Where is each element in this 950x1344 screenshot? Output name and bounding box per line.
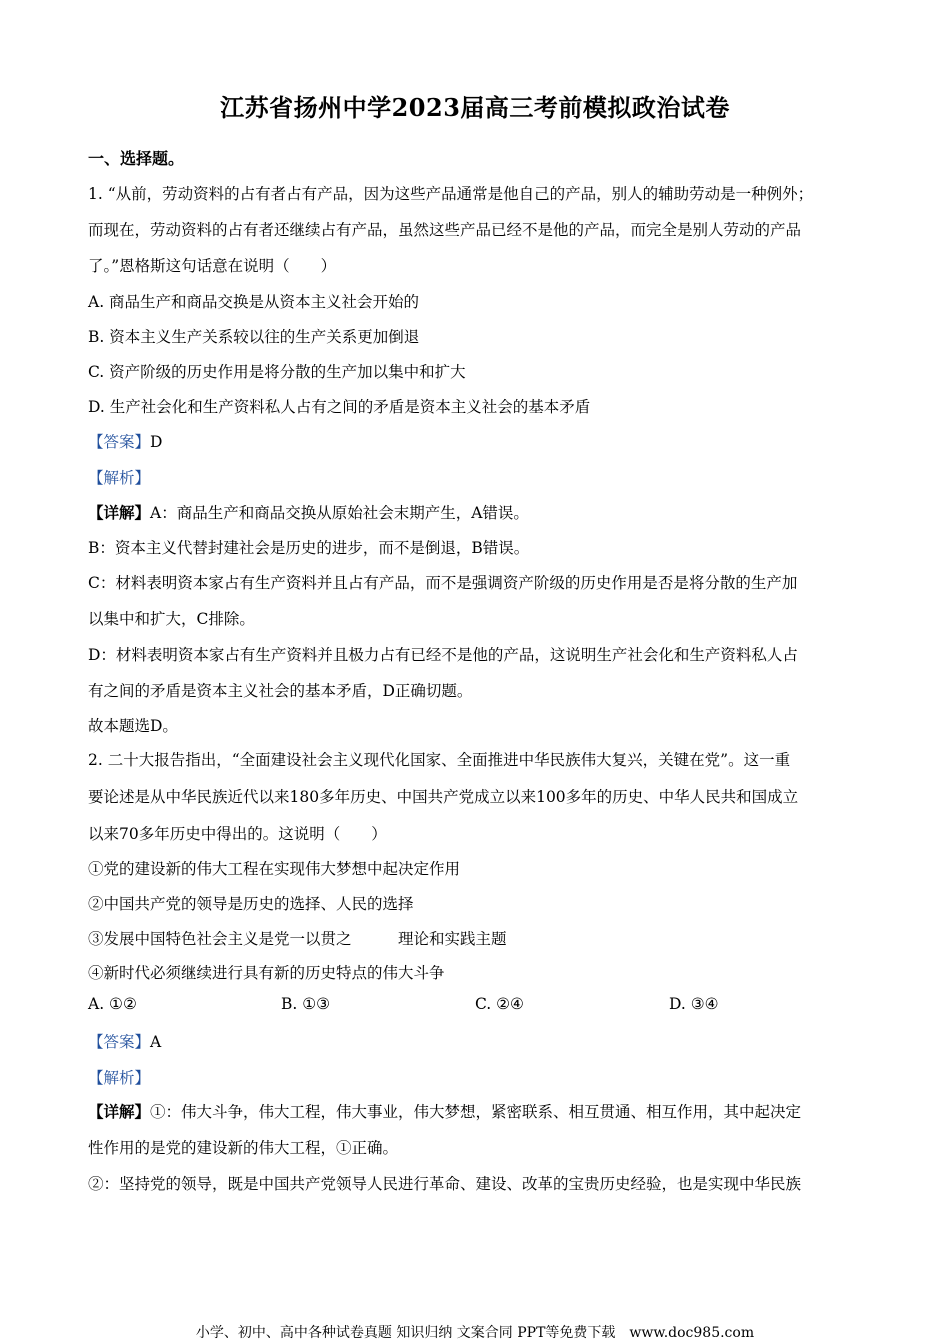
section-heading: 一、选择题。 (88, 149, 185, 168)
q1-detail-line: B：资本主义代替封建社会是历史的进步，而不是倒退，B错误。 (88, 539, 530, 557)
q1-option-c: C. 资产阶级的历史作用是将分散的生产加以集中和扩大 (88, 363, 466, 381)
q2-statement-1: ①党的建设新的伟大工程在实现伟大梦想中起决定作用 (88, 860, 461, 878)
q1-detail-line: D：材料表明资本家占有生产资料并且极力占有已经不是他的产品，这说明生产社会化和生产资料私人占 (88, 646, 798, 664)
q2-statement-3: ③发展中国特色社会主义是党一以贯之 理论和实践主题 (88, 930, 507, 948)
q2-analysis-tag: 【解析】 (88, 1069, 151, 1087)
q2-stem-line: 以来70多年历史中得出的。这说明（ ） (88, 825, 387, 843)
q2-choice-b: B. ①③ (281, 995, 331, 1013)
q2-detail-line: ②：坚持党的领导，既是中国共产党领导人民进行革命、建设、改革的宝贵历史经验，也是实现中华民族 (88, 1175, 802, 1193)
page-title: 江苏省扬州中学2023届高三考前模拟政治试卷 (220, 93, 730, 122)
q2-statement-4: ④新时代必须继续进行具有新的历史特点的伟大斗争 (88, 964, 445, 982)
q1-option-a: A. 商品生产和商品交换是从资本主义社会开始的 (88, 293, 420, 311)
q2-choice-a: A. ①② (88, 995, 137, 1013)
q1-option-d: D. 生产社会化和生产资料私人占有之间的矛盾是资本主义社会的基本矛盾 (88, 398, 591, 416)
page-footer: 小学、初中、高中各种试卷真题 知识归纳 文案合同 PPT等免费下载 www.doc985.com (195, 1325, 755, 1341)
q1-detail-line: 以集中和扩大，C排除。 (88, 610, 255, 628)
q1-option-b: B. 资本主义生产关系较以往的生产关系更加倒退 (88, 328, 420, 346)
q2-detail-line: 性作用的是党的建设新的伟大工程，①正确。 (88, 1139, 399, 1157)
q2-choice-c: C. ②④ (475, 995, 524, 1013)
q1-answer (88, 430, 162, 452)
detail-tag: 【详解】 (88, 1102, 151, 1121)
detail-text: A：商品生产和商品交换从原始社会末期产生，A错误。 (150, 504, 529, 522)
q2-stem-line: 要论述是从中华民族近代以来180多年历史、中国共产党成立以来100多年的历史、中华人民共和国成立 (88, 788, 799, 806)
q1-stem-line: 了。”恩格斯这句话意在说明（ ） (88, 257, 337, 275)
q1-detail-line: 有之间的矛盾是资本主义社会的基本矛盾，D正确切题。 (88, 682, 473, 700)
answer-value: D (150, 433, 163, 451)
q2-statement-2: ②中国共产党的领导是历史的选择、人民的选择 (88, 895, 414, 913)
q1-stem-line: 而现在，劳动资料的占有者还继续占有产品，虽然这些产品已经不是他的产品，而完全是别人劳动的产品 (88, 221, 802, 239)
q1-conclusion: 故本题选D。 (88, 717, 178, 735)
q1-analysis-tag: 【解析】 (88, 469, 151, 487)
q1-detail (88, 501, 529, 523)
q2-choice-d: D. ③④ (669, 995, 719, 1013)
detail-text: ①：伟大斗争，伟大工程，伟大事业，伟大梦想，紧密联系、相互贯通、相互作用，其中起决定 (150, 1103, 802, 1121)
q1-stem-line: 1. “从前，劳动资料的占有者占有产品，因为这些产品通常是他自己的产品，别人的辅助劳动是一种例外； (88, 185, 814, 203)
answer-value: A (150, 1033, 162, 1051)
q2-stem-line: 2. 二十大报告指出，“全面建设社会主义现代化国家、全面推进中华民族伟大复兴，关键在党”。这一重 (88, 751, 791, 769)
detail-tag: 【详解】 (88, 503, 151, 522)
answer-tag: 【答案】 (88, 433, 151, 451)
answer-tag: 【答案】 (88, 1033, 151, 1051)
q2-answer (88, 1030, 161, 1052)
q1-detail-line: C：材料表明资本家占有生产资料并且占有产品，而不是强调资产阶级的历史作用是否是将分散的生产加 (88, 574, 798, 592)
q2-detail (88, 1100, 801, 1122)
